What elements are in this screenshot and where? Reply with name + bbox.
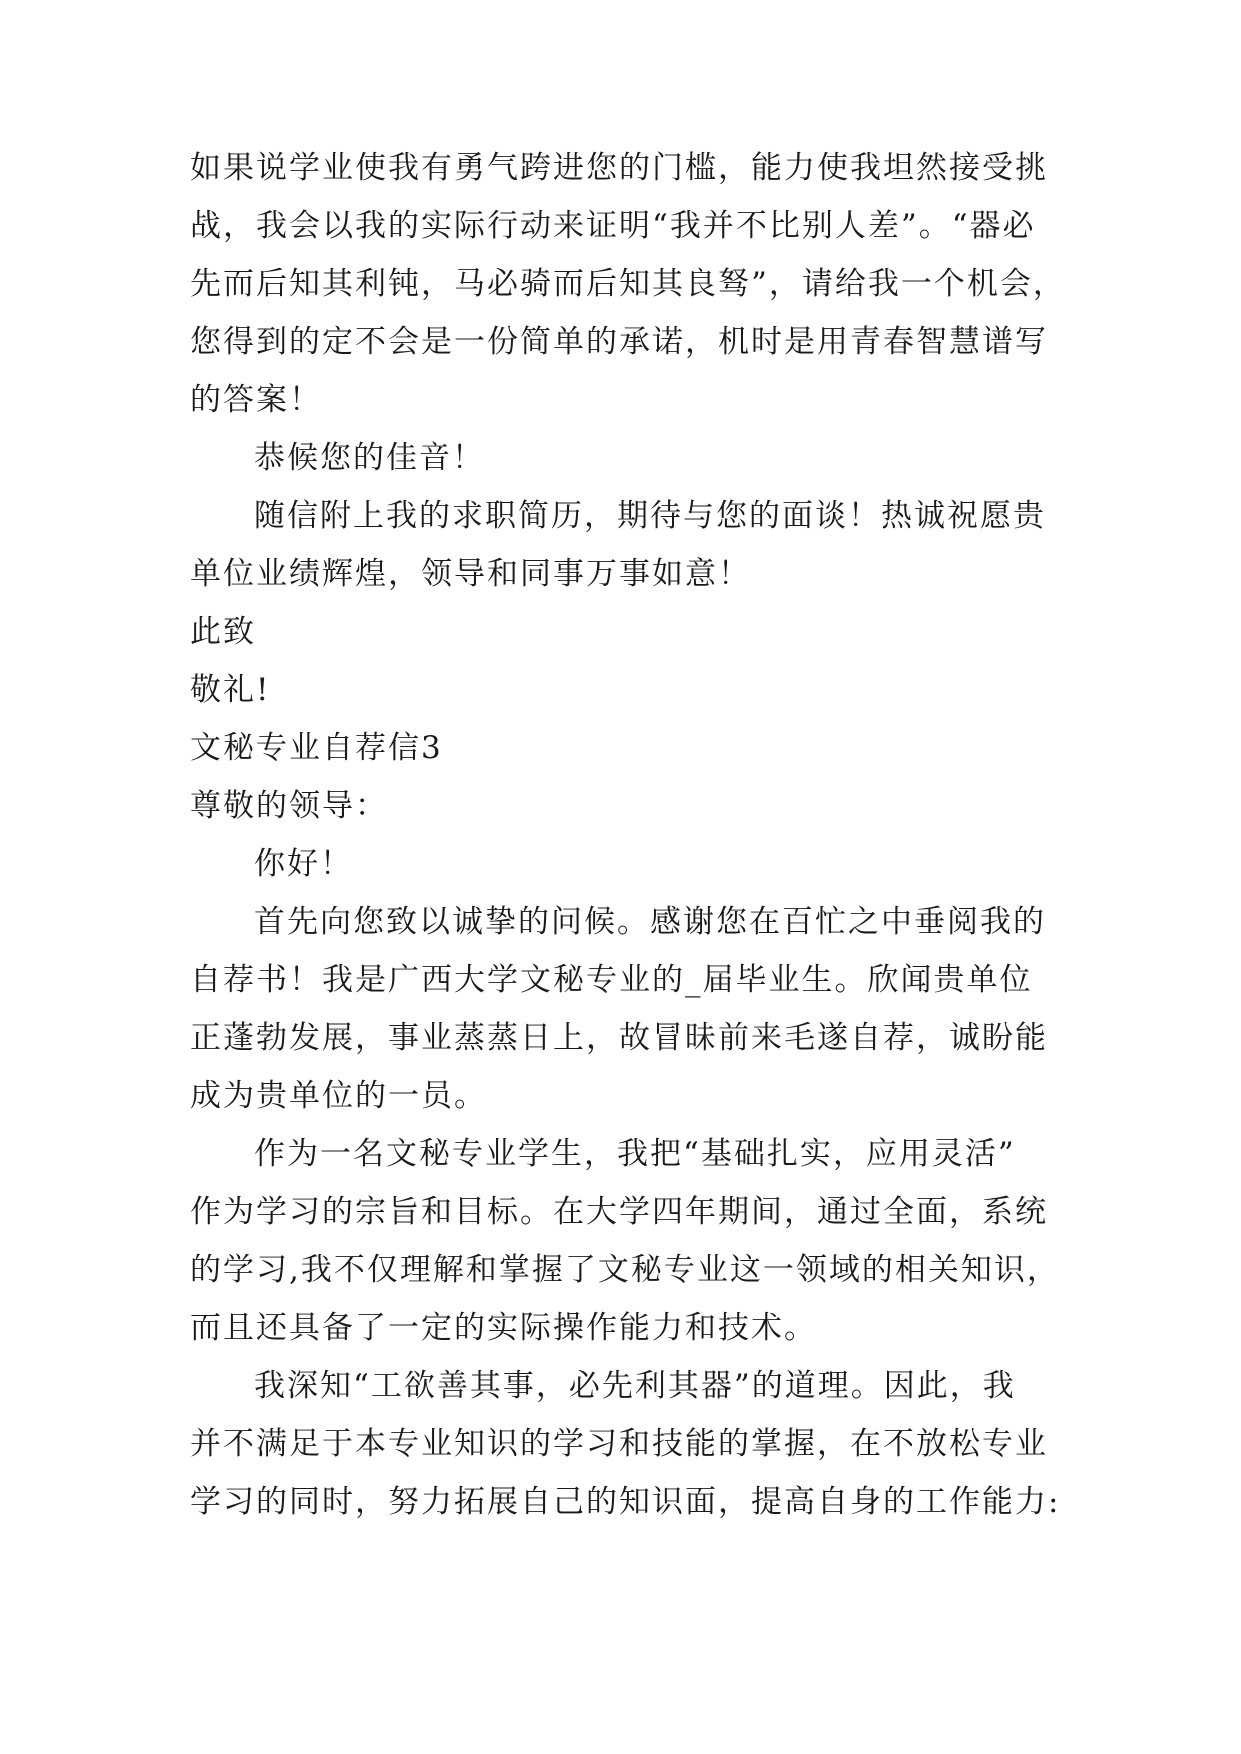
closing-line: 敬礼!	[190, 672, 271, 708]
body-line: 正蓬勃发展，事业蒸蒸日上，故冒昧前来毛遂自荐，诚盼能	[190, 1020, 1048, 1056]
body-line: 学习的同时，努力拓展自己的知识面，提高自身的工作能力:	[190, 1484, 1061, 1520]
body-line: 作为一名文秘专业学生，我把“基础扎实，应用灵活”	[254, 1136, 1016, 1172]
body-line: 您得到的定不会是一份简单的承诺，机时是用青春智慧谱写	[190, 324, 1048, 360]
body-line: 先而后知其利钝，马必骑而后知其良驽”，请给我一个机会，	[190, 266, 1066, 302]
greeting: 你好！	[254, 846, 353, 882]
body-line: 我深知“工欲善其事，必先利其器”的道理。因此，我	[254, 1368, 1016, 1404]
body-line: 恭候您的佳音！	[254, 440, 485, 476]
body-line: 随信附上我的求职简历，期待与您的面谈！热诚祝愿贵	[254, 498, 1046, 534]
salutation: 尊敬的领导：	[190, 788, 388, 824]
closing-line: 此致	[190, 614, 256, 650]
body-line: 的答案！	[190, 382, 322, 418]
body-line: 战，我会以我的实际行动来证明“我并不比别人差”。“器必	[190, 208, 1036, 244]
body-line: 并不满足于本专业知识的学习和技能的掌握，在不放松专业	[190, 1426, 1048, 1462]
section-title: 文秘专业自荐信3	[190, 730, 443, 766]
body-line: 单位业绩辉煌，领导和同事万事如意！	[190, 556, 751, 592]
body-line: 成为贵单位的一员。	[190, 1078, 487, 1114]
body-line: 自荐书！我是广西大学文秘专业的_届毕业生。欣闻贵单位	[190, 962, 1033, 998]
body-line: 如果说学业使我有勇气跨进您的门槛，能力使我坦然接受挑	[190, 150, 1048, 186]
body-line: 而且还具备了一定的实际操作能力和技术。	[190, 1310, 817, 1346]
body-line: 的学习,我不仅理解和掌握了文秘专业这一领域的相关知识，	[190, 1252, 1060, 1288]
body-line: 作为学习的宗旨和目标。在大学四年期间，通过全面，系统	[190, 1194, 1048, 1230]
body-line: 首先向您致以诚挚的问候。感谢您在百忙之中垂阅我的	[254, 904, 1046, 940]
